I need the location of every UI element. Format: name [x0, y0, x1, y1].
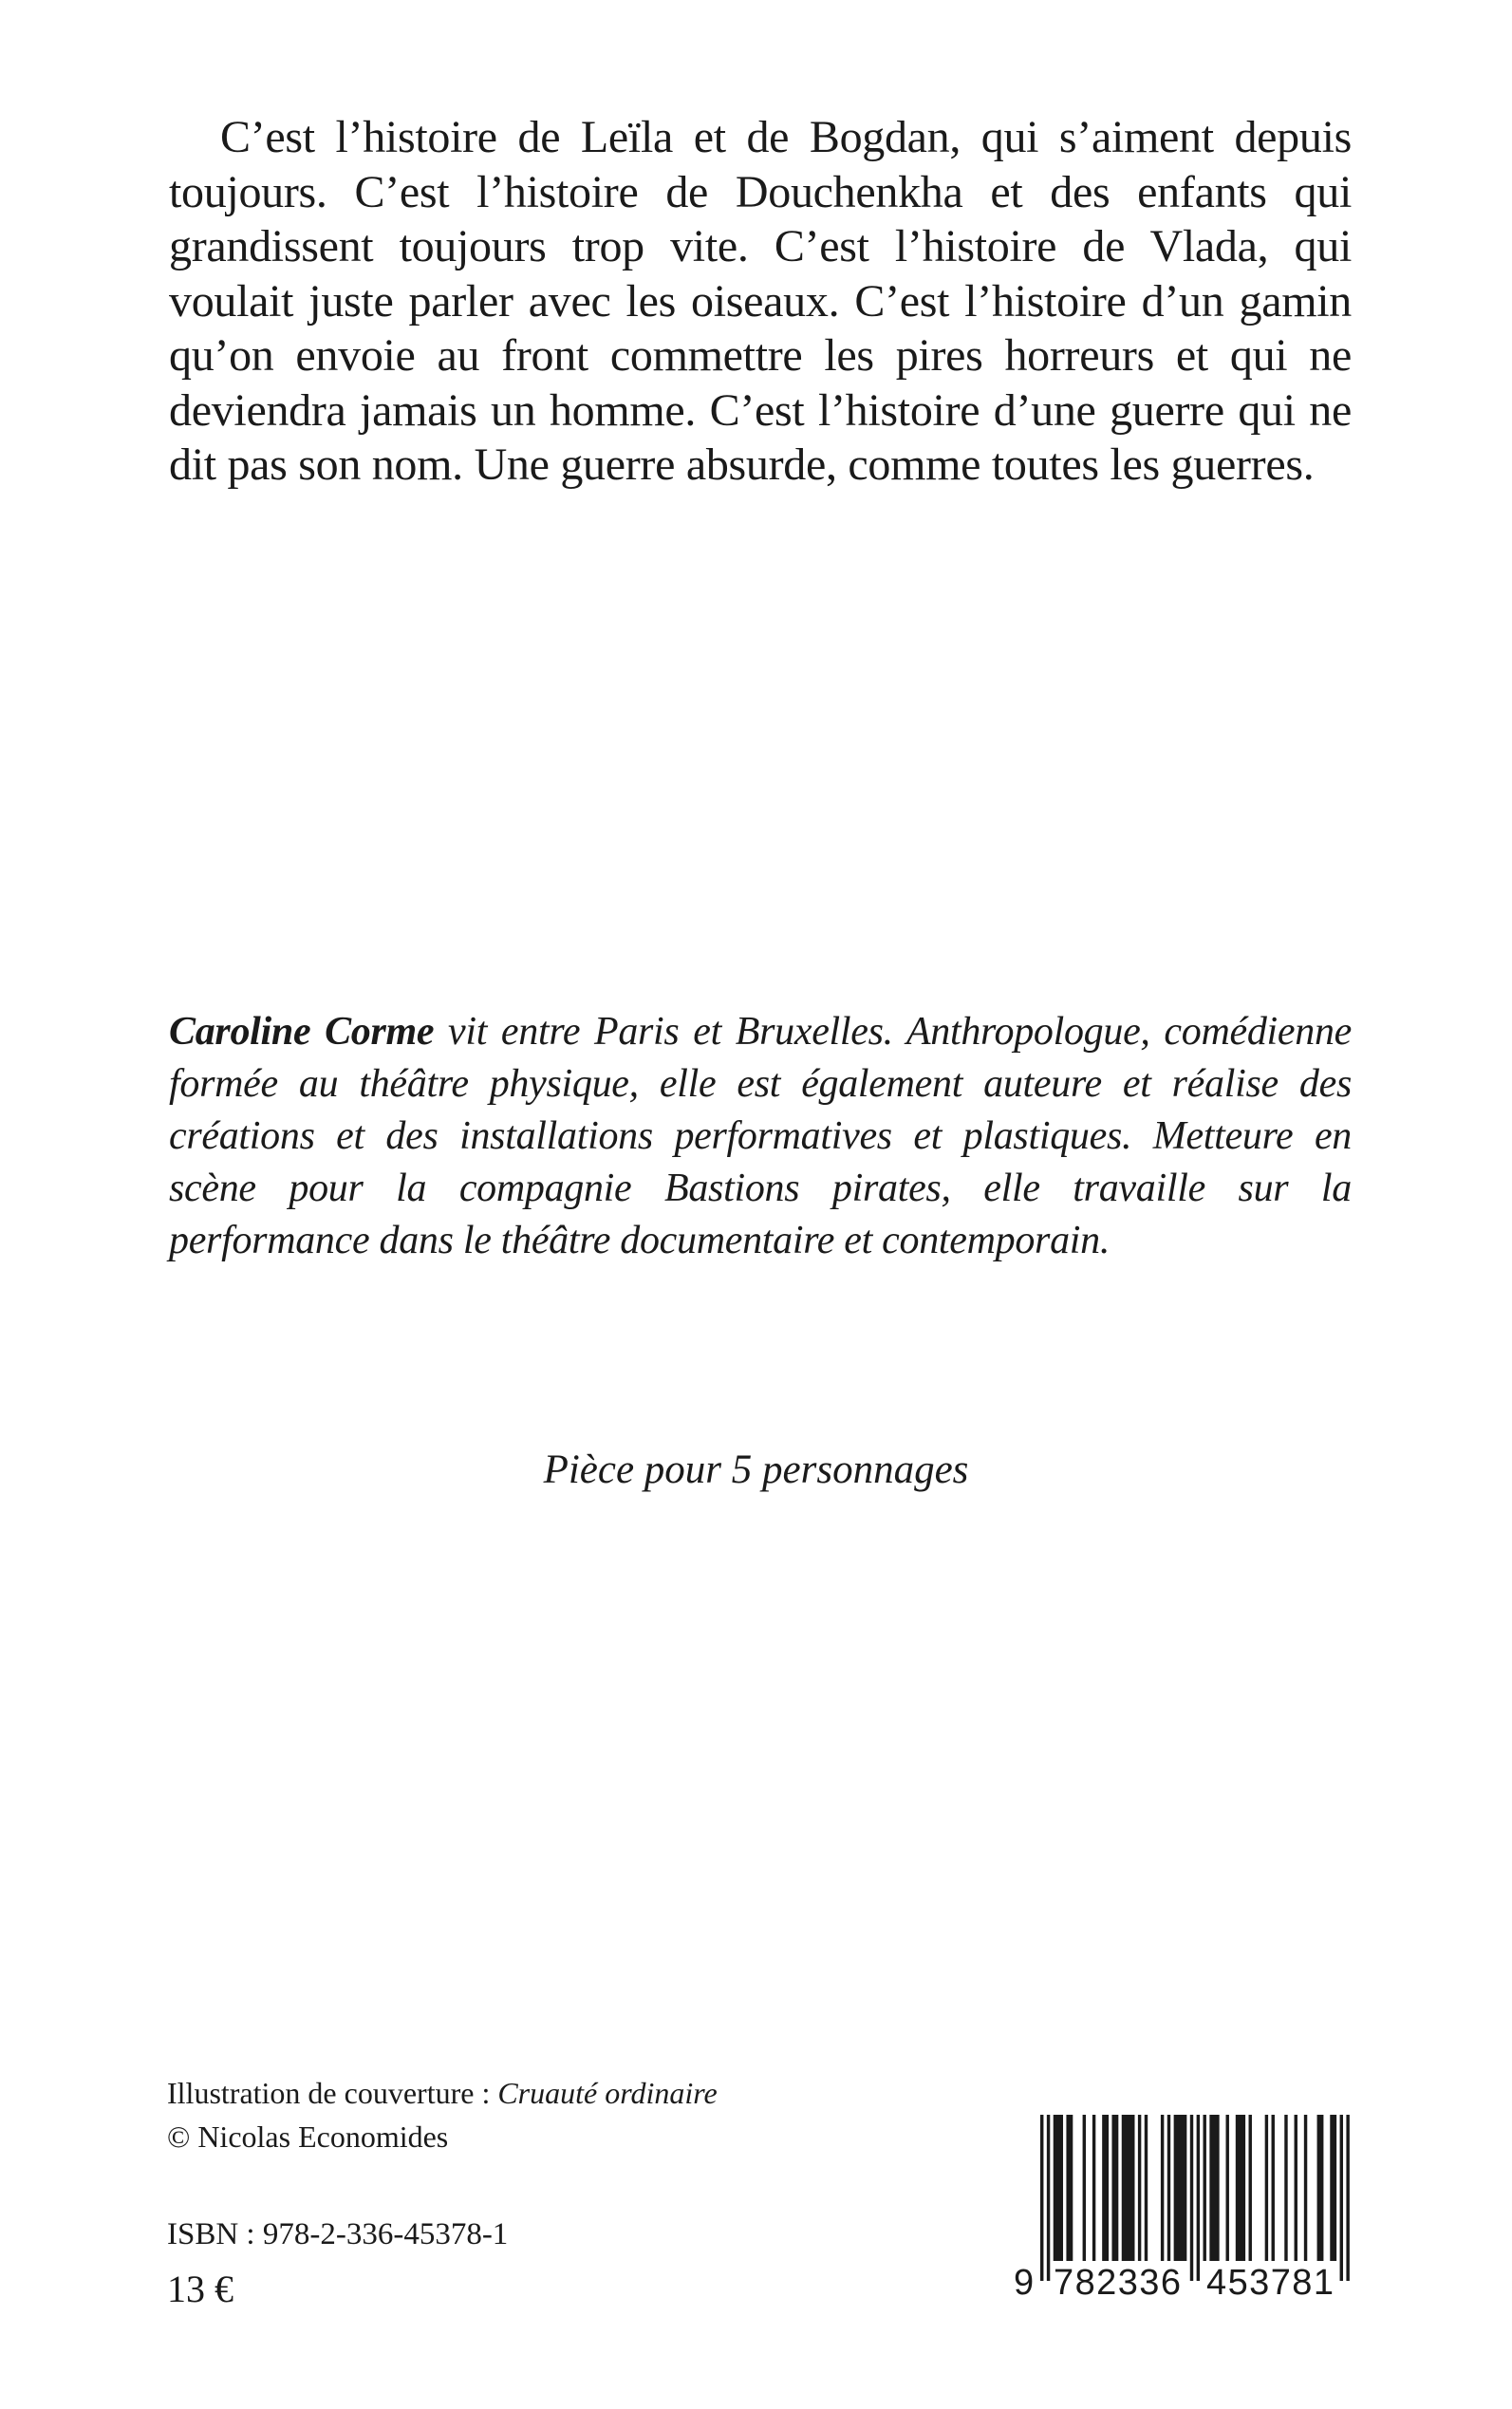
copyright-line: © Nicolas Economides: [167, 2120, 449, 2154]
illustration-credit-label: Illustration de couverture :: [167, 2076, 498, 2110]
svg-text:9: 9: [1014, 2263, 1035, 2303]
piece-note: Pièce pour 5 personnages: [543, 1447, 969, 1492]
isbn-line: ISBN : 978-2-336-45378-1: [167, 2217, 509, 2251]
svg-text:453781: 453781: [1206, 2263, 1334, 2303]
cover-credits: [167, 2071, 718, 2158]
author-bio-paragraph: [169, 1006, 1352, 1267]
illustration-credit-line: [167, 2071, 718, 2115]
synopsis-paragraph: C’est l’histoire de Leïla et de Bogdan, qui s’aiment depuis toujours. C’est l’histoire de Douchenkha et des enfants qui grandissent toujours trop vite. C’est l’histoire de Vlada, qui voulait juste parler avec les oiseaux. C’est l’histoire d’un gamin qu’on envoie au front commettre les pires horreurs et qui ne deviendra jamais un homme. C’est l’histoire d’une guerre qui ne dit pas son nom. Une guerre absurde, comme toutes les guerres.: [169, 112, 1352, 490]
price-label: 13 €: [167, 2268, 233, 2310]
author-name: Caroline Corme: [169, 1010, 435, 1054]
svg-text:782336: 782336: [1054, 2263, 1181, 2303]
ean13-barcode: [1012, 2115, 1352, 2305]
author-bio-text: vit entre Paris et Bruxelles. Anthropologue, comédienne formée au théâtre physique, elle est également auteure et réalise des créations et des installations performatives et plastiques. Metteure en scène pour la compagnie Bastions pirates, elle travaille sur la performance dans le théâtre documentaire et contemporain.: [169, 1010, 1352, 1262]
illustration-title: Cruauté ordinaire: [497, 2076, 718, 2110]
